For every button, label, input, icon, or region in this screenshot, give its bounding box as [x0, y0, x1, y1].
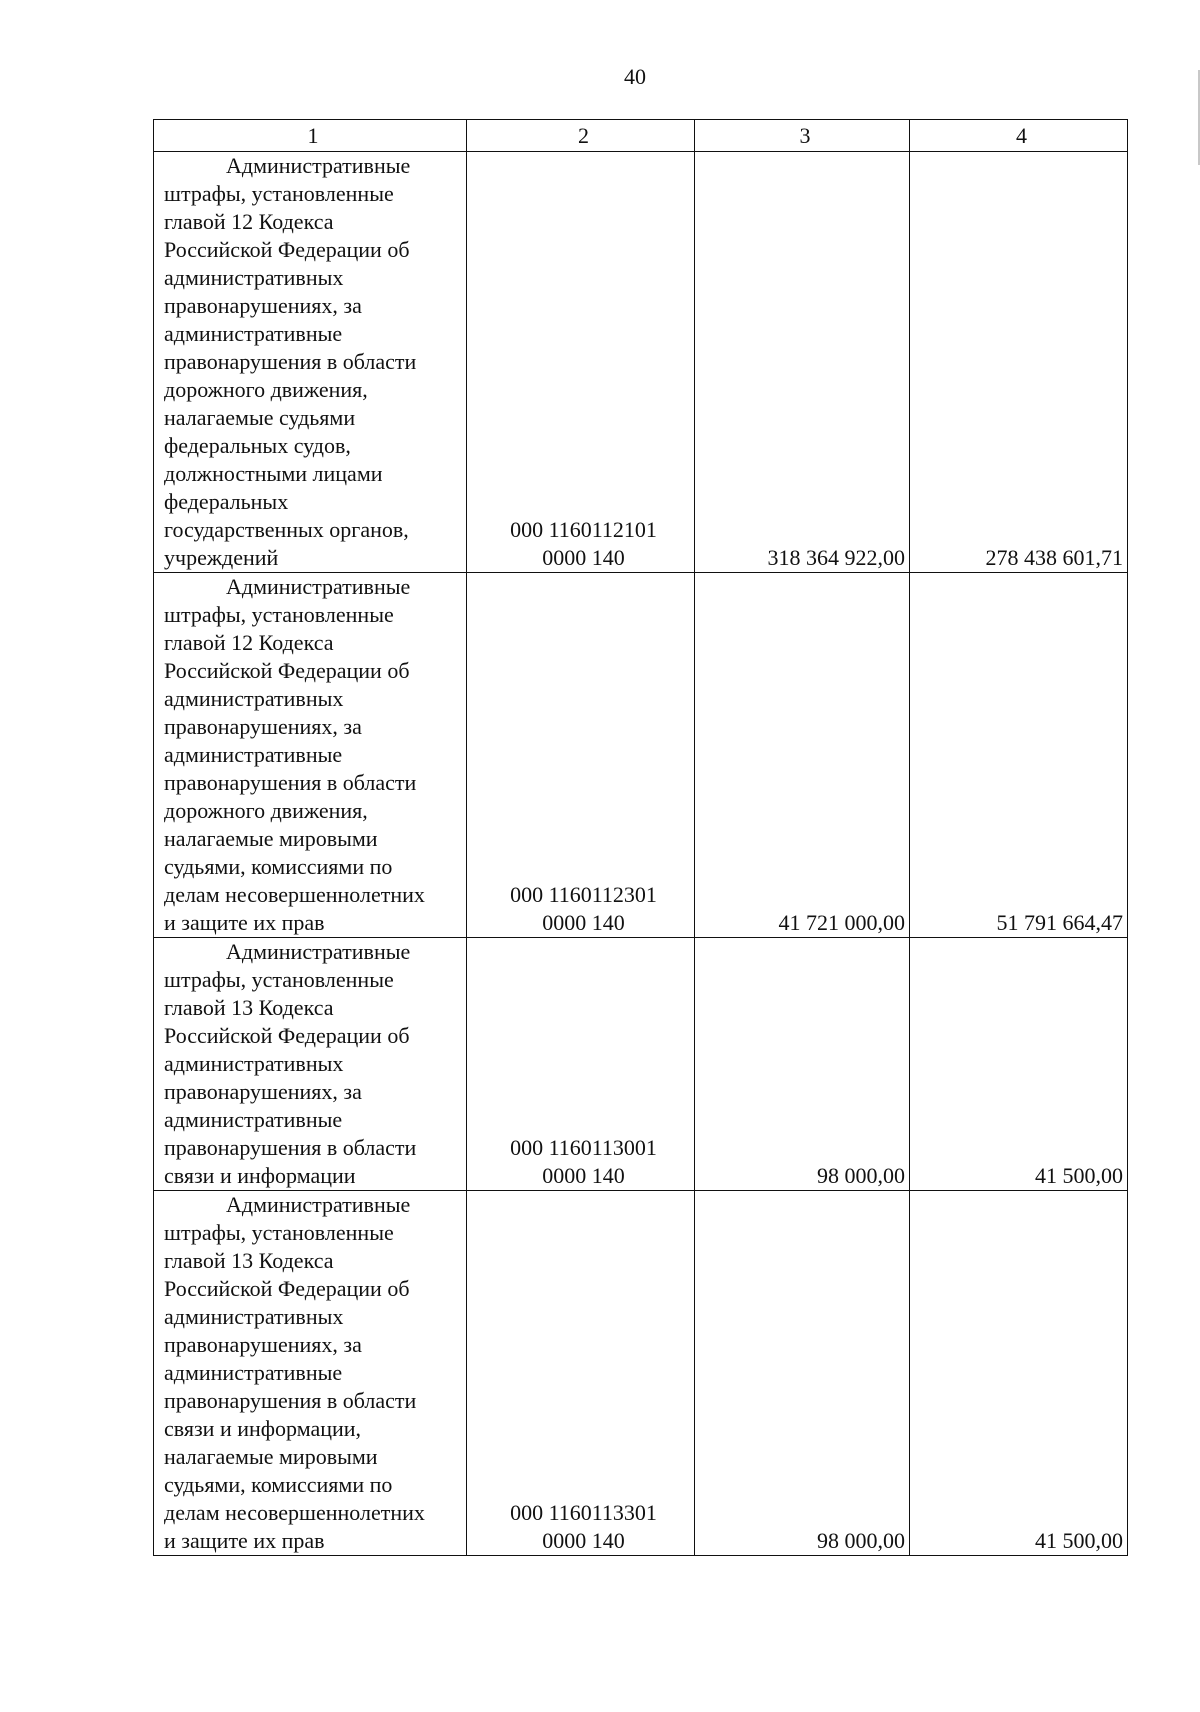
code-line: 000 1160112301 [510, 882, 657, 907]
description-line: административных [164, 686, 344, 711]
page-number: 40 [624, 64, 646, 89]
description-line: Административные [226, 939, 411, 964]
column-header-3: 3 [695, 120, 910, 152]
code-line: 0000 140 [542, 1528, 625, 1553]
description-line: главой 12 Кодекса [164, 630, 334, 655]
description-line: Российской Федерации об [164, 658, 410, 683]
description-cell [154, 1191, 467, 1556]
amount-col3-cell: 98 000,00 [695, 938, 910, 1191]
table-row [154, 152, 1128, 573]
code-line: 0000 140 [542, 1163, 625, 1188]
classification-code-cell [467, 938, 695, 1191]
amount-col3-cell: 41 721 000,00 [695, 573, 910, 938]
description-line: штрафы, установленные [164, 1220, 394, 1245]
description-line: административные [164, 742, 343, 767]
code-line: 0000 140 [542, 910, 625, 935]
description-line: штрафы, установленные [164, 967, 394, 992]
description-line: должностными лицами [164, 461, 383, 486]
description-line: делам несовершеннолетних [164, 882, 425, 907]
description-line: административных [164, 265, 344, 290]
classification-code-cell [467, 1191, 695, 1556]
table-body [154, 152, 1128, 1556]
amount-col4-cell: 41 500,00 [910, 1191, 1128, 1556]
description-line: учреждений [164, 545, 279, 570]
description-line: Российской Федерации об [164, 1023, 410, 1048]
table-row [154, 938, 1128, 1191]
column-header-1: 1 [154, 120, 467, 152]
description-line: и защите их прав [164, 1528, 325, 1553]
column-header-4: 4 [910, 120, 1128, 152]
table-row [154, 573, 1128, 938]
description-line: главой 12 Кодекса [164, 209, 334, 234]
description-line: налагаемые мировыми [164, 826, 378, 851]
description-line: Административные [226, 1192, 411, 1217]
amount-col4-cell: 51 791 664,47 [910, 573, 1128, 938]
table-row [154, 1191, 1128, 1556]
description-line: административные [164, 321, 343, 346]
description-line: дорожного движения, [164, 377, 368, 402]
description-cell [154, 152, 467, 573]
description-line: и защите их прав [164, 910, 325, 935]
code-line: 0000 140 [542, 545, 625, 570]
description-line: главой 13 Кодекса [164, 1248, 334, 1273]
description-line: правонарушениях, за [164, 293, 362, 318]
description-line: правонарушениях, за [164, 714, 362, 739]
description-line: федеральных [164, 489, 289, 514]
amount-col3-cell: 98 000,00 [695, 1191, 910, 1556]
description-line: правонарушения в области [164, 1135, 417, 1160]
description-line: дорожного движения, [164, 798, 368, 823]
description-line: правонарушениях, за [164, 1332, 362, 1357]
description-line: судьями, комиссиями по [164, 854, 393, 879]
description-line: Административные [226, 574, 411, 599]
description-line: Российской Федерации об [164, 1276, 410, 1301]
description-line: главой 13 Кодекса [164, 995, 334, 1020]
description-cell [154, 938, 467, 1191]
description-line: судьями, комиссиями по [164, 1472, 393, 1497]
description-line: Административные [226, 153, 411, 178]
description-line: делам несовершеннолетних [164, 1500, 425, 1525]
description-line: административные [164, 1360, 343, 1385]
description-line: правонарушениях, за [164, 1079, 362, 1104]
description-line: штрафы, установленные [164, 602, 394, 627]
description-line: правонарушения в области [164, 770, 417, 795]
description-line: связи и информации [164, 1163, 356, 1188]
description-line: административные [164, 1107, 343, 1132]
description-line: Российской Федерации об [164, 237, 410, 262]
description-line: штрафы, установленные [164, 181, 394, 206]
description-line: административных [164, 1051, 344, 1076]
code-line: 000 1160113001 [510, 1135, 657, 1160]
classification-code-cell [467, 573, 695, 938]
code-line: 000 1160112101 [510, 517, 657, 542]
amount-col4-cell: 41 500,00 [910, 938, 1128, 1191]
description-line: налагаемые судьями [164, 405, 356, 430]
description-line: правонарушения в области [164, 349, 417, 374]
budget-table [153, 119, 1128, 1556]
code-line: 000 1160113301 [510, 1500, 657, 1525]
amount-col4-cell: 278 438 601,71 [910, 152, 1128, 573]
amount-col3-cell: 318 364 922,00 [695, 152, 910, 573]
description-line: налагаемые мировыми [164, 1444, 378, 1469]
description-line: правонарушения в области [164, 1388, 417, 1413]
column-header-2: 2 [467, 120, 695, 152]
description-line: государственных органов, [164, 517, 409, 542]
description-line: связи и информации, [164, 1416, 362, 1441]
description-cell [154, 573, 467, 938]
description-line: федеральных судов, [164, 433, 351, 458]
header-row [154, 120, 1128, 152]
classification-code-cell [467, 152, 695, 573]
description-line: административных [164, 1304, 344, 1329]
